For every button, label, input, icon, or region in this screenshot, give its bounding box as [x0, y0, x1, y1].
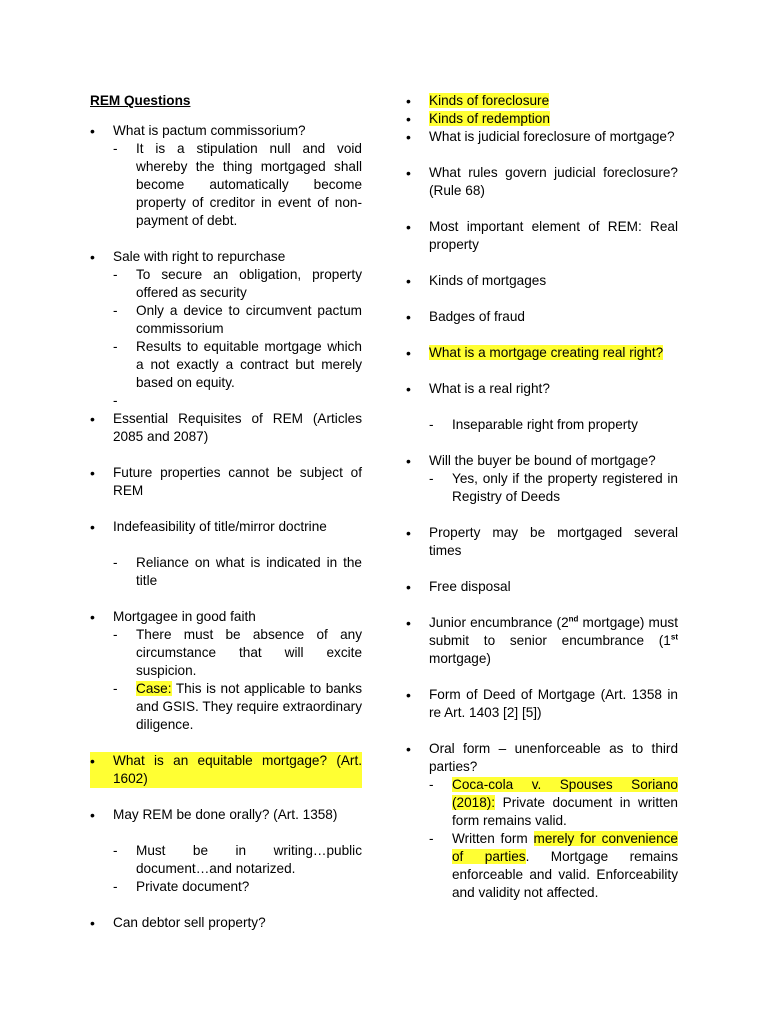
list-item: • Indefeasibility of title/mirror doctrine [90, 518, 362, 536]
sub-item: - Written form merely for convenience of parties. Mortgage remains enforceable and valid. Enforceability and validity not affected. [406, 830, 678, 902]
list-item: • Mortgagee in good faith [90, 608, 362, 626]
list-item-highlighted: • Kinds of foreclosure [406, 92, 678, 110]
sub-item: - There must be absence of any circumstance that will excite suspicion. [90, 626, 362, 680]
list-item: • Junior encumbrance (2nd mortgage) must submit to senior encumbrance (1st mortgage) [406, 614, 678, 668]
list-item: • Future properties cannot be subject of REM [90, 464, 362, 500]
list-item: • Sale with right to repurchase [90, 248, 362, 266]
list-item: • Badges of fraud [406, 308, 678, 326]
sub-item: - Yes, only if the property registered in Registry of Deeds [406, 470, 678, 506]
sub-item: - Coca-cola v. Spouses Soriano (2018): Private document in written form remains valid. [406, 776, 678, 830]
list-item: • Free disposal [406, 578, 678, 596]
list-item: • Oral form – unenforceable as to third parties? [406, 740, 678, 776]
list-item: • May REM be done orally? (Art. 1358) [90, 806, 362, 824]
list-item: • Will the buyer be bound of mortgage? [406, 452, 678, 470]
sub-item: - It is a stipulation null and void whereby the thing mortgaged shall become automatically become property of creditor in event of non-payment of debt. [90, 140, 362, 230]
list-item-highlighted: • What is an equitable mortgage? (Art. 1602) [90, 752, 362, 788]
sub-item: - Reliance on what is indicated in the title [90, 554, 362, 590]
highlight-phrase: merely for convenience of parties [452, 831, 678, 864]
sub-item: - Inseparable right from property [406, 416, 678, 434]
empty-sub-item [90, 392, 362, 410]
case-text: This is not applicable to banks and GSIS. They require extraordinary diligence. [136, 681, 362, 732]
sub-item [90, 680, 362, 734]
list-item: • Essential Requisites of REM (Articles 2085 and 2087) [90, 410, 362, 446]
sub-item: - Private document? [90, 878, 362, 896]
left-column [90, 92, 362, 932]
list-item: • What is pactum commissorium? [90, 122, 362, 140]
sub-item: - Results to equitable mortgage which a not exactly a contract but merely based on equity. [90, 338, 362, 392]
right-column [406, 92, 678, 902]
list-item-highlighted: • Kinds of redemption [406, 110, 678, 128]
page-title: REM Questions [90, 93, 191, 108]
highlight-case: Coca-cola v. Spouses Soriano (2018): [452, 777, 678, 810]
sub-item: - Must be in writing…public document…and notarized. [90, 842, 362, 878]
list-item: • Can debtor sell property? [90, 914, 362, 932]
list-item: • What is judicial foreclosure of mortgage? [406, 128, 678, 146]
sub-item: - To secure an obligation, property offered as security [90, 266, 362, 302]
list-item: • Most important element of REM: Real property [406, 218, 678, 254]
list-item: • Form of Deed of Mortgage (Art. 1358 in re Art. 1403 [2] [5]) [406, 686, 678, 722]
sub-item: - Only a device to circumvent pactum commissorium [90, 302, 362, 338]
highlight-case: Case: [136, 681, 172, 696]
list-item: • What is a real right? [406, 380, 678, 398]
list-item: • Property may be mortgaged several times [406, 524, 678, 560]
list-item-highlighted: • What is a mortgage creating real right? [406, 344, 678, 362]
list-item: • Kinds of mortgages [406, 272, 678, 290]
list-item: • What rules govern judicial foreclosure? (Rule 68) [406, 164, 678, 200]
